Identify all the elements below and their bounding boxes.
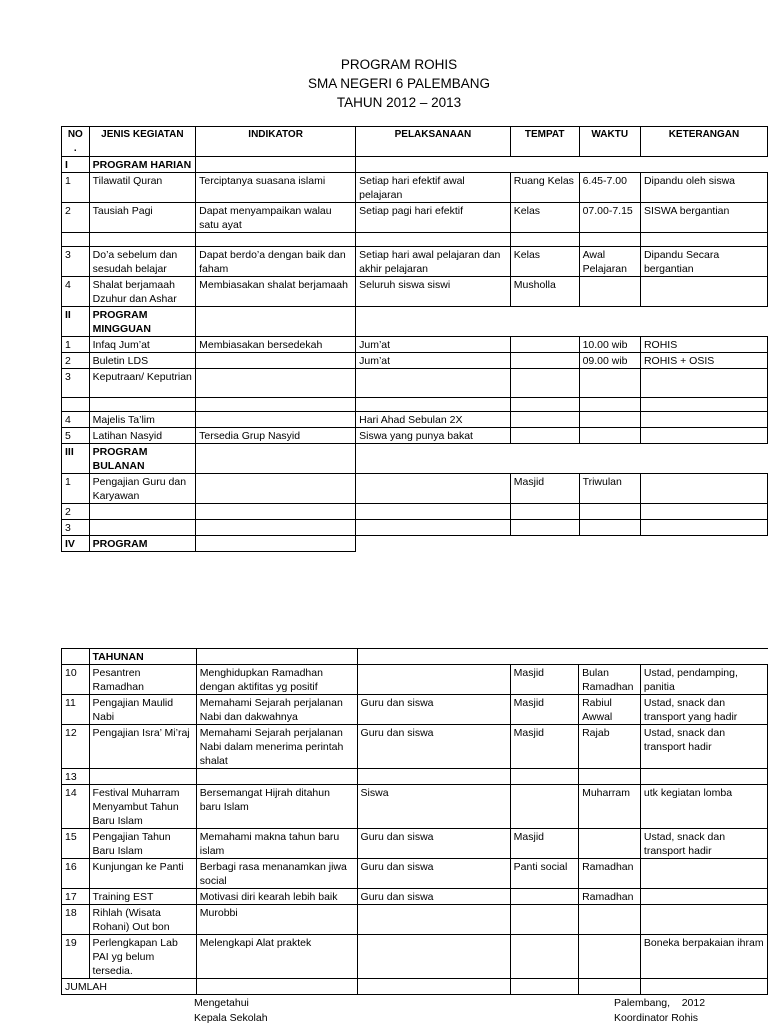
cell-waktu: Ramadhan <box>579 889 641 905</box>
cell-indikator: Dapat menyampaikan walau satu ayat <box>196 203 356 233</box>
cell-waktu: Awal Pelajaran <box>579 247 640 277</box>
cell-tempat <box>510 520 579 536</box>
cell-jenis: Buletin LDS <box>89 353 195 369</box>
cell-keterangan: Boneka berpakaian ihram <box>640 935 767 979</box>
section-row <box>62 157 768 173</box>
table-row <box>62 935 768 979</box>
cell-tempat: Masjid <box>510 725 578 769</box>
cell-jenis: Tausiah Pagi <box>89 203 195 233</box>
document-title: PROGRAM ROHIS <box>340 57 458 72</box>
cell-jenis <box>89 398 195 412</box>
header-tempat: TEMPAT <box>510 127 579 157</box>
cell-no: 16 <box>62 859 90 889</box>
section-row <box>62 307 768 337</box>
cell-pelaksanaan: Jum’at <box>356 337 511 353</box>
cell-indikator: Terciptanya suasana islami <box>196 173 356 203</box>
cell-pelaksanaan <box>357 769 510 785</box>
cell-waktu: 07.00-7.15 <box>579 203 640 233</box>
cell-keterangan: utk kegiatan lomba <box>640 785 767 829</box>
cell-waktu <box>579 520 640 536</box>
cell-pelaksanaan <box>356 520 511 536</box>
cell-waktu: Ramadhan <box>579 859 641 889</box>
cell-no: 15 <box>62 829 90 859</box>
cell-jenis: Pengajian Tahun Baru Islam <box>89 829 196 859</box>
cell-waktu <box>579 905 641 935</box>
total-label: JUMLAH <box>62 979 197 995</box>
cell-pelaksanaan <box>356 233 511 247</box>
cell-keterangan <box>640 769 767 785</box>
cell-no: 5 <box>62 428 90 444</box>
table-row <box>62 769 768 785</box>
cell-tempat: Masjid <box>510 474 579 504</box>
section-spacer <box>356 536 768 552</box>
cell-tempat: Masjid <box>510 829 578 859</box>
cell-indikator: Memahami makna tahun baru islam <box>196 829 357 859</box>
section-spacer <box>356 157 768 173</box>
cell-no: 1 <box>62 337 90 353</box>
cell-pelaksanaan: Siswa <box>357 785 510 829</box>
table-row <box>62 695 768 725</box>
total-row <box>62 979 768 995</box>
cell-jenis: Shalat berjamaah Dzuhur dan Ashar <box>89 277 195 307</box>
table-header-row <box>62 127 768 157</box>
section-number: I <box>62 157 90 173</box>
cell-indikator: Membiasakan shalat berjamaah <box>196 277 356 307</box>
section-title: PROGRAM MINGGUAN <box>89 307 195 337</box>
table-row <box>62 369 768 398</box>
cell-keterangan: Ustad, snack dan transport hadir <box>640 829 767 859</box>
cell-tempat <box>510 412 579 428</box>
cell-no: 10 <box>62 665 90 695</box>
cell-pelaksanaan: Guru dan siswa <box>357 695 510 725</box>
cell-jenis: Training EST <box>89 889 196 905</box>
table-row <box>62 353 768 369</box>
table-row <box>62 277 768 307</box>
cell-indikator <box>196 157 356 173</box>
cell-indikator: Tersedia Grup Nasyid <box>196 428 356 444</box>
table-row <box>62 398 768 412</box>
cell-keterangan <box>640 504 767 520</box>
cell-waktu: Bulan Ramadhan <box>579 665 641 695</box>
cell-waktu <box>579 829 641 859</box>
cell-keterangan: Ustad, snack dan transport hadir <box>640 725 767 769</box>
table-row <box>62 859 768 889</box>
table-row <box>62 337 768 353</box>
section-number: II <box>62 307 90 337</box>
cell-pelaksanaan: Setiap hari efektif awal pelajaran <box>356 173 511 203</box>
cell-pelaksanaan: Guru dan siswa <box>357 889 510 905</box>
cell-keterangan: SISWA bergantian <box>640 203 767 233</box>
section-row <box>62 536 768 552</box>
table-row <box>62 173 768 203</box>
cell-waktu <box>579 277 640 307</box>
cell-indikator <box>196 398 356 412</box>
cell-waktu <box>579 504 640 520</box>
cell-tempat <box>510 769 578 785</box>
section-title: PROGRAM BULANAN <box>89 444 195 474</box>
cell-waktu: Triwulan <box>579 474 640 504</box>
cell-tempat <box>510 233 579 247</box>
cell-waktu: Rabiul Awwal <box>579 695 641 725</box>
cell-pelaksanaan: Guru dan siswa <box>357 829 510 859</box>
header-keterangan: KETERANGAN <box>640 127 767 157</box>
cell-keterangan <box>640 233 767 247</box>
cell-jenis: Do’a sebelum dan sesudah belajar <box>89 247 195 277</box>
cell-keterangan <box>640 520 767 536</box>
cell-indikator: Melengkapi Alat praktek <box>196 935 357 979</box>
section-spacer <box>356 444 768 474</box>
cell-indikator <box>196 233 356 247</box>
table-row <box>62 247 768 277</box>
cell-keterangan <box>640 428 767 444</box>
cell-pelaksanaan: Guru dan siswa <box>357 725 510 769</box>
cell-keterangan <box>640 889 767 905</box>
cell-no: 14 <box>62 785 90 829</box>
table-row <box>62 520 768 536</box>
section-title-continued: TAHUNAN <box>89 649 196 665</box>
cell-no <box>62 233 90 247</box>
cell-indikator: Bersemangat Hijrah ditahun baru Islam <box>196 785 357 829</box>
cell-indikator: Memahami Sejarah perjalanan Nabi dalam menerima perintah shalat <box>196 725 357 769</box>
cell-indikator <box>196 474 356 504</box>
cell-waktu: 6.45-7.00 <box>579 173 640 203</box>
empty-cell <box>640 979 767 995</box>
cell-jenis: Pengajian Isra’ Mi’raj <box>89 725 196 769</box>
cell-indikator <box>196 307 356 337</box>
cell-jenis: Pesantren Ramadhan <box>89 665 196 695</box>
cell-keterangan <box>640 277 767 307</box>
cell-jenis <box>89 233 195 247</box>
program-table-part1 <box>61 126 768 552</box>
cell-no: 4 <box>62 412 90 428</box>
cell-waktu: Muharram <box>579 785 641 829</box>
cell-pelaksanaan: Seluruh siswa siswi <box>356 277 511 307</box>
cell-tempat: Ruang Kelas <box>510 173 579 203</box>
header-indikator: INDIKATOR <box>196 127 356 157</box>
cell-no: 11 <box>62 695 90 725</box>
cell-no: 12 <box>62 725 90 769</box>
cell-pelaksanaan <box>356 474 511 504</box>
signature-place-date: Palembang, 2012 <box>614 997 706 1009</box>
cell-waktu: 09.00 wib <box>579 353 640 369</box>
cell-keterangan <box>640 412 767 428</box>
cell-pelaksanaan: Guru dan siswa <box>357 859 510 889</box>
cell-keterangan <box>640 474 767 504</box>
cell-jenis <box>89 520 195 536</box>
cell-waktu <box>579 233 640 247</box>
cell-jenis: Pengajian Guru dan Karyawan <box>89 474 195 504</box>
cell-tempat <box>510 337 579 353</box>
cell-keterangan: ROHIS <box>640 337 767 353</box>
header-waktu: WAKTU <box>579 127 640 157</box>
cell-jenis: Pengajian Maulid Nabi <box>89 695 196 725</box>
cell-waktu: 10.00 wib <box>579 337 640 353</box>
cell-pelaksanaan <box>356 504 511 520</box>
cell-indikator: Motivasi diri kearah lebih baik <box>196 889 357 905</box>
table-row <box>62 412 768 428</box>
table-row <box>62 905 768 935</box>
cell-tempat <box>510 905 578 935</box>
cell-keterangan <box>640 859 767 889</box>
cell-indikator <box>196 769 357 785</box>
cell-pelaksanaan <box>357 905 510 935</box>
empty-cell <box>357 979 510 995</box>
table-row <box>62 889 768 905</box>
section-row <box>62 444 768 474</box>
cell-waktu <box>579 428 640 444</box>
cell-tempat: Kelas <box>510 203 579 233</box>
program-table-part2 <box>61 648 768 995</box>
cell-no: 4 <box>62 277 90 307</box>
cell-tempat <box>510 935 578 979</box>
cell-pelaksanaan: Jum’at <box>356 353 511 369</box>
cell-no: 3 <box>62 247 90 277</box>
cell-pelaksanaan: Setiap hari awal pelajaran dan akhir pelajaran <box>356 247 511 277</box>
cell-no: 3 <box>62 520 90 536</box>
cell-waktu <box>579 769 641 785</box>
signature-right <box>614 996 705 1026</box>
cell-keterangan <box>640 398 767 412</box>
cell-indikator: Berbagi rasa menanamkan jiwa social <box>196 859 357 889</box>
cell-tempat <box>510 428 579 444</box>
cell-no: 3 <box>62 369 90 398</box>
cell-tempat <box>510 785 578 829</box>
signature-left <box>194 996 268 1026</box>
cell-jenis: Infaq Jum’at <box>89 337 195 353</box>
cell-jenis: Festival Muharram Menyambut Tahun Baru Islam <box>89 785 196 829</box>
signature-koordinator: Koordinator Rohis <box>614 1012 699 1024</box>
cell-jenis <box>89 769 196 785</box>
cell-no: 17 <box>62 889 90 905</box>
cell-tempat <box>510 398 579 412</box>
cell-jenis: Kunjungan ke Panti <box>89 859 196 889</box>
cell-pelaksanaan: Hari Ahad Sebulan 2X <box>356 412 511 428</box>
cell-no: 1 <box>62 474 90 504</box>
cell-no: 18 <box>62 905 90 935</box>
section-spacer <box>356 307 768 337</box>
empty-cell <box>196 979 357 995</box>
cell-indikator <box>196 504 356 520</box>
signature-mengetahui: Mengetahui <box>194 997 249 1009</box>
section-title: PROGRAM <box>89 536 195 552</box>
signature-kepala-sekolah: Kepala Sekolah <box>194 1012 268 1024</box>
cell-waktu: Rajab <box>579 725 641 769</box>
cell-keterangan: Dipandu oleh siswa <box>640 173 767 203</box>
cell-keterangan: Ustad, snack dan transport yang hadir <box>640 695 767 725</box>
cell-jenis <box>89 504 195 520</box>
table-row <box>62 474 768 504</box>
cell-keterangan: Ustad, pendamping, panitia <box>640 665 767 695</box>
cell-jenis: Majelis Ta’lim <box>89 412 195 428</box>
cell-indikator <box>196 412 356 428</box>
cell-tempat <box>510 353 579 369</box>
cell-jenis: Latihan Nasyid <box>89 428 195 444</box>
cell-indikator: Murobbi <box>196 905 357 935</box>
section-number: IV <box>62 536 90 552</box>
section-spacer <box>357 649 767 665</box>
empty-cell <box>579 979 641 995</box>
cell-indikator: Dapat berdo’a dengan baik dan faham <box>196 247 356 277</box>
cell-keterangan: ROHIS + OSIS <box>640 353 767 369</box>
table-row <box>62 829 768 859</box>
cell-waktu <box>579 398 640 412</box>
cell-waktu <box>579 935 641 979</box>
school-name: SMA NEGERI 6 PALEMBANG <box>307 76 491 91</box>
cell-keterangan <box>640 905 767 935</box>
cell-indikator <box>196 444 356 474</box>
cell-tempat <box>510 369 579 398</box>
cell-pelaksanaan <box>356 369 511 398</box>
cell-waktu <box>579 412 640 428</box>
cell-keterangan <box>640 369 767 398</box>
cell-indikator <box>196 369 356 398</box>
cell-tempat <box>510 504 579 520</box>
cell-indikator <box>196 649 357 665</box>
cell-tempat: Panti social <box>510 859 578 889</box>
cell-no: 13 <box>62 769 90 785</box>
cell-no: 19 <box>62 935 90 979</box>
cell-jenis: Keputraan/ Keputrian <box>89 369 195 398</box>
cell-indikator <box>196 520 356 536</box>
cell-tempat <box>510 889 578 905</box>
cell-no: 2 <box>62 504 90 520</box>
cell-jenis: Rihlah (Wisata Rohani) Out bon <box>89 905 196 935</box>
cell-pelaksanaan: Siswa yang punya bakat <box>356 428 511 444</box>
cell-indikator <box>196 353 356 369</box>
cell-no: 2 <box>62 353 90 369</box>
cell-jenis: Perlengkapan Lab PAI yg belum tersedia. <box>89 935 196 979</box>
table-row <box>62 504 768 520</box>
cell-tempat: Kelas <box>510 247 579 277</box>
table-row <box>62 665 768 695</box>
cell-no: 1 <box>62 173 90 203</box>
cell-indikator: Menghidupkan Ramadhan dengan aktifitas yg positif <box>196 665 357 695</box>
cell-indikator: Memahami Sejarah perjalanan Nabi dan dakwahnya <box>196 695 357 725</box>
cell-tempat: Masjid <box>510 665 578 695</box>
header-no: NO . <box>62 127 90 157</box>
cell-pelaksanaan <box>357 665 510 695</box>
cell-no: 2 <box>62 203 90 233</box>
cell-tempat: Musholla <box>510 277 579 307</box>
header-jenis-kegiatan: JENIS KEGIATAN <box>89 127 195 157</box>
cell-waktu <box>579 369 640 398</box>
cell-tempat: Masjid <box>510 695 578 725</box>
table-row <box>62 428 768 444</box>
cell-jenis: Tilawatil Quran <box>89 173 195 203</box>
school-year: TAHUN 2012 – 2013 <box>336 95 462 110</box>
table-row <box>62 785 768 829</box>
table-row <box>62 725 768 769</box>
section-number: III <box>62 444 90 474</box>
cell-pelaksanaan: Setiap pagi hari efektif <box>356 203 511 233</box>
cell-pelaksanaan <box>357 935 510 979</box>
cell-keterangan: Dipandu Secara bergantian <box>640 247 767 277</box>
cell-no <box>62 398 90 412</box>
section-number <box>62 649 90 665</box>
table-row <box>62 233 768 247</box>
header-pelaksanaan: PELAKSANAAN <box>356 127 511 157</box>
table-row <box>62 203 768 233</box>
cell-indikator: Membiasakan bersedekah <box>196 337 356 353</box>
cell-indikator <box>196 536 356 552</box>
section-title: PROGRAM HARIAN <box>89 157 195 173</box>
cell-pelaksanaan <box>356 398 511 412</box>
section-row <box>62 649 768 665</box>
empty-cell <box>510 979 578 995</box>
